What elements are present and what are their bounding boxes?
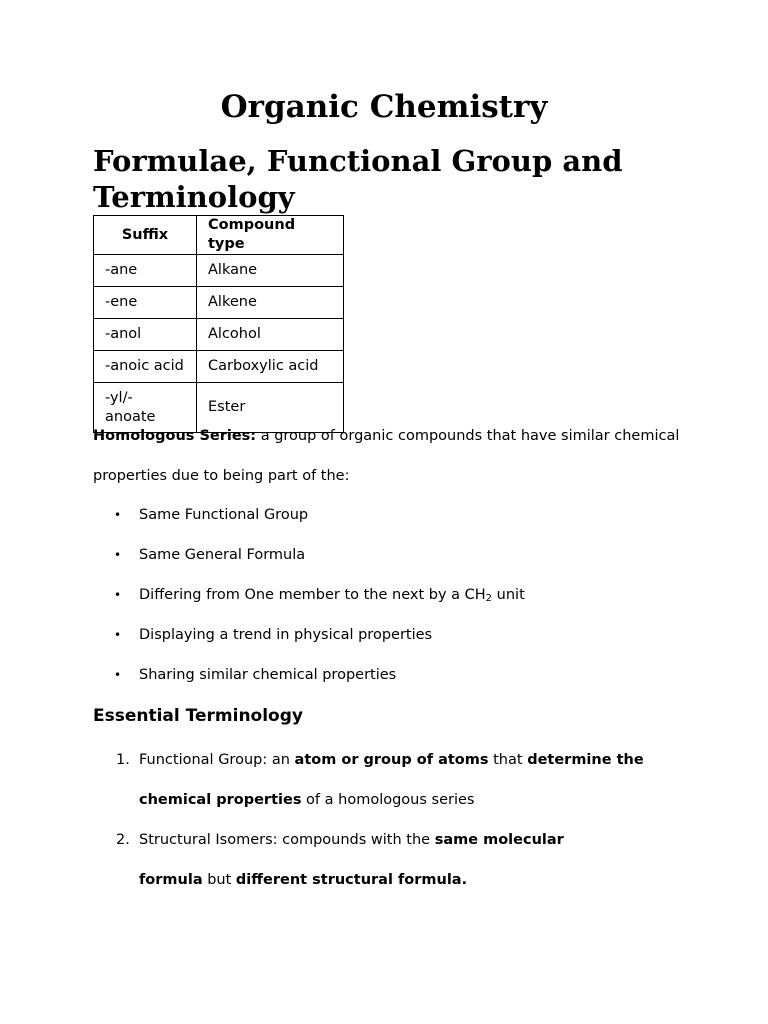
list-item-text: Differing from One member to the next by a CH [139, 587, 486, 603]
table-row [94, 255, 344, 287]
table-cell-suffix: -yl/- anoate [94, 383, 197, 433]
table-cell-compound-type: Carboxylic acid [197, 351, 344, 383]
table-cell-compound-type: Alcohol [197, 319, 344, 351]
table-row [94, 351, 344, 383]
bullet-icon: • [114, 668, 122, 682]
list-item: Same General Formula [139, 547, 306, 563]
list-item [139, 750, 644, 770]
list-item: Sharing similar chemical properties [139, 667, 397, 683]
bullet-icon: • [114, 508, 122, 522]
table-header-compound-type: Compound type [197, 216, 344, 255]
table-cell-compound-type: Ester [197, 383, 344, 433]
list-number: 1. [116, 752, 130, 768]
term-emphasis: chemical properties [139, 792, 302, 808]
term-emphasis: different structural formula. [235, 872, 468, 888]
document-title: Organic Chemistry [220, 89, 548, 125]
table-header-suffix: Suffix [94, 216, 197, 255]
bullet-icon: • [114, 628, 122, 642]
section-title: Formulae, Functional Group and Terminology [93, 144, 623, 214]
bullet-icon: • [114, 588, 122, 602]
term-text: but [202, 872, 236, 888]
table-cell-compound-type: Alkene [197, 287, 344, 319]
list-number: 2. [116, 832, 130, 848]
table-cell-suffix: -ane [94, 255, 197, 287]
term-emphasis: atom or group of atoms [294, 752, 489, 768]
list-item [139, 830, 564, 850]
essential-terminology-heading: Essential Terminology [93, 706, 303, 726]
list-item: Displaying a trend in physical properties [139, 627, 433, 643]
table-cell-compound-type: Alkane [197, 255, 344, 287]
term-emphasis: formula [139, 872, 203, 888]
list-item-continued [139, 870, 467, 890]
bullet-icon: • [114, 548, 122, 562]
homologous-series-definition [93, 426, 679, 446]
homologous-series-definition-continued: properties due to being part of the: [93, 468, 350, 484]
term-text: Structural Isomers: compounds with the [139, 832, 435, 848]
table-header-row [94, 216, 344, 255]
list-item: Same Functional Group [139, 507, 309, 523]
term-text: that [488, 752, 528, 768]
table-row [94, 319, 344, 351]
table-cell-suffix: -anoic acid [94, 351, 197, 383]
homologous-series-term: Homologous Series: [93, 428, 257, 444]
table-cell-suffix: -ene [94, 287, 197, 319]
table-cell-suffix: -anol [94, 319, 197, 351]
table-row [94, 287, 344, 319]
term-emphasis: determine the [527, 752, 644, 768]
ch2-subscript: 2 [485, 593, 493, 604]
list-item-text-suffix: unit [492, 587, 525, 603]
term-emphasis: same molecular [434, 832, 564, 848]
term-text: of a homologous series [301, 792, 475, 808]
table-row [94, 383, 344, 433]
term-text: Functional Group: an [139, 752, 295, 768]
list-item [139, 585, 525, 605]
suffix-table [93, 215, 344, 433]
list-item-continued [139, 790, 474, 810]
homologous-series-definition-text: a group of organic compounds that have similar chemical [256, 428, 680, 444]
